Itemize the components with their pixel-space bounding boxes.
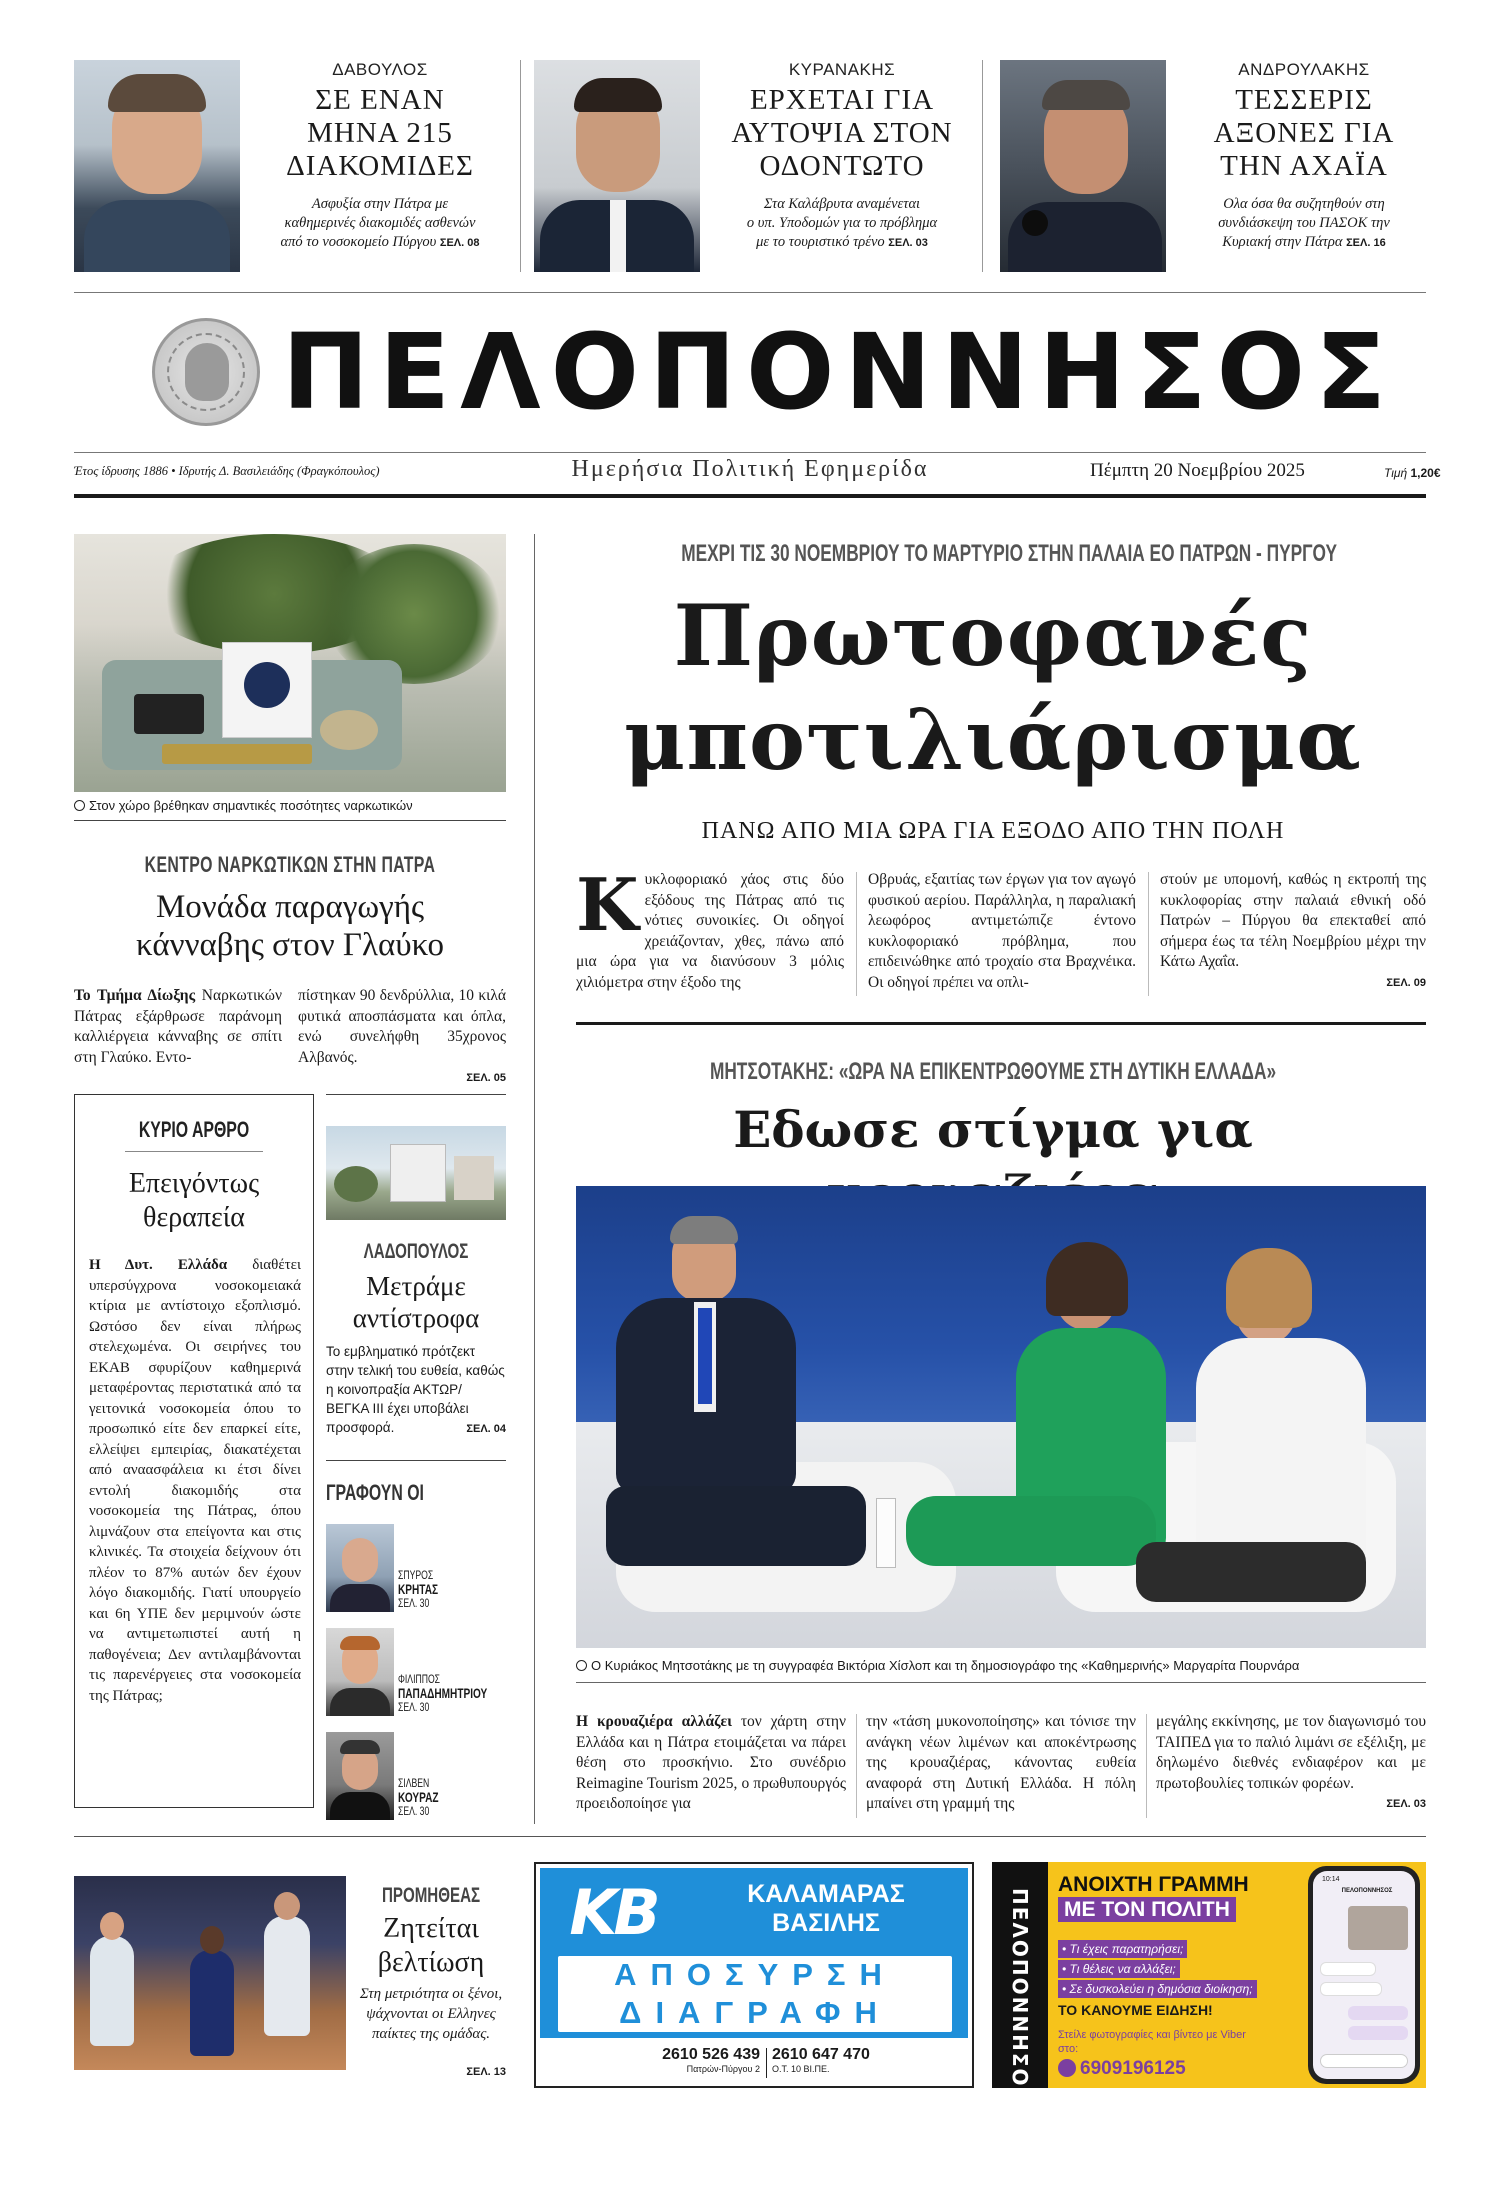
price-label: Τιμή (1384, 466, 1408, 480)
story-summary-line: Ολα όσα θα συζητηθούν στη (1223, 196, 1385, 212)
page-ref: ΣΕΛ. 30 (398, 1700, 430, 1714)
story-title-line[interactable]: ΣΕ ΕΝΑΝ (315, 84, 445, 116)
page-ref: ΣΕΛ. 05 (466, 1072, 506, 1084)
columnist-first-name: ΣΠΥΡΟΣ (398, 1568, 434, 1582)
columnist-first-name: ΦΙΛΙΠΠΟΣ (398, 1672, 441, 1686)
columnist-last-name[interactable]: ΚΡΗΤΑΣ (398, 1581, 439, 1597)
masthead-name[interactable]: ΠΕΛΟΠΟΝΝΗΣΟΣ (282, 311, 1397, 433)
story-summary-line: Στα Καλάβρυτα αναμένεται (763, 196, 921, 212)
story-title-line[interactable]: ΜΗΝΑ 215 (307, 117, 453, 149)
page-ref: ΣΕΛ. 13 (466, 2066, 506, 2078)
androulakis-photo[interactable] (1000, 60, 1166, 272)
ad-name-line: ΒΑΣΙΛΗΣ (772, 1909, 880, 1937)
sports-title-line[interactable]: βελτίωση (377, 1947, 485, 1978)
story-summary-line: με το τουριστικό τρένο (756, 234, 885, 250)
phone-contact: ΠΕΛΟΠΟΝΝΗΣΟΣ (1341, 1888, 1393, 1894)
story-title-line[interactable]: ΤΕΣΣΕΡΙΣ (1235, 84, 1373, 116)
viber-icon (1058, 2059, 1076, 2077)
cannabis-text: πίστηκαν 90 δενδρύλλια, 10 κιλά φυτικά αποσπάσματα και όπλα, ενώ συνελήφθη 35χρονος Αλβανός. (298, 987, 506, 1066)
page-ref: ΣΕΛ. 04 (466, 1423, 506, 1435)
lead-headline-line[interactable]: Πρωτοφανές (673, 586, 1313, 685)
ladopoulos-title-line[interactable]: Μετράμε (366, 1271, 466, 1301)
ad-service-line: ΑΠΟΣΥΡΣΗ (614, 1957, 896, 1992)
ladopoulos-kicker: ΛΑΔΟΠΟΥΛΟΣ (363, 1240, 469, 1263)
story-summary-line: ο υπ. Υποδομών για το πρόβλημα (746, 215, 938, 231)
columnist-last-name[interactable]: ΠΑΠΑΔΗΜΗΤΡΙΟΥ (398, 1685, 488, 1701)
dropcap: Κ (576, 862, 639, 947)
columnist-avatar[interactable] (326, 1732, 394, 1820)
columnists-label: ΓΡΑΦΟΥΝ ΟΙ (326, 1480, 424, 1505)
editorial-box (74, 1094, 314, 1808)
ladopoulos-text: Το εμβληματικό πρότζεκτ στην τελική του ευθεία, καθώς η κοινοπραξία ΑΚΤΩΡ/ ΒΕΓΚΑ ΙΙΙ έχει υποβάλει προσφορά. (326, 1344, 505, 1435)
ad-phone-note: Ο.Τ. 10 ΒΙ.ΠΕ. (772, 2064, 830, 2074)
mitsotakis-lead-in: Η κρουαζιέρα αλλάζει (576, 1713, 732, 1730)
tagline: Ημερήσια Πολιτική Εφημερίδα (571, 456, 929, 482)
ad-phone[interactable]: 2610 526 439 (662, 2046, 760, 2063)
mitsotakis-text: μεγάλης εκκίνησης, με τον διαγωνισμό του ΤΑΙΠΕΔ για το παλιό λιμάνι σε εξέλιξη, με δηλωμένο διεθνές ενδιαφέρον και με πρωτοβουλίες τοπικών φορέων. (1156, 1713, 1426, 1792)
story-title-line[interactable]: ΤΗΝ ΑΧΑΪΑ (1220, 150, 1388, 182)
ladopoulos-title-line[interactable]: αντίστροφα (352, 1303, 480, 1333)
viber-cta: ΤΟ ΚΑΝΟΥΜΕ ΕΙΔΗΣΗ! (1058, 2002, 1213, 2018)
cannabis-title-line[interactable]: Μονάδα παραγωγής (155, 889, 425, 925)
ad-service-line: ΔΙΑΓΡΑΦΗ (619, 1995, 891, 2030)
cannabis-lead-in: Το Τμήμα Δίωξης (74, 987, 196, 1004)
story-summary-line: συνδιάσκεψη του ΠΑΣΟΚ την (1218, 215, 1390, 231)
ad-phone-note: Πατρών-Πύργου 2 (686, 2064, 760, 2074)
columnist-last-name[interactable]: ΚΟΥΡΑΖ (398, 1789, 439, 1805)
editorial-text: διαθέτει υπερσύγχρονα νοσοκομειακά κτίρια με αντίστοιχο εξοπλισμό. Ωστόσο δεν είναι πλήρως στελεχωμένα. Οι σειρήνες του ΕΚΑΒ σφυρίζουν καθημερινά μεταφέροντας περιστατικά από τα γειτονικά νοσοκομεία όπου το προσωπικό είτε δεν επαρκεί είτε, ελλείψει εμπειρίας, διακατέχεται από αναασφάλεια κι έτσι δίνει εντολή διακομιδής στα νοσοκομεία της Πάτρας, όπου λιμνάζουν στα επείγοντα και στις κλινικές. Τα στοιχεία δείχνουν ότι πλέον το 87% αυτών δεν έχουν λόγο διακομιδής. Γιατί υπουργείο και 6η ΥΠΕ δεν μεριμνούν ώστε να αντιμετωπιστεί αυτή η παθογένεια; Δεν αντιλαμβάνονται τις παρενέργειες στα νοσοκομεία της Πάτρας; (89, 1257, 302, 1704)
viber-title-line: ΜΕ ΤΟΝ ΠΟΛΙΤΗ (1058, 1897, 1236, 1922)
founding-info: Έτος ίδρυσης 1886 • Ιδρυτής Δ. Βασιλειάδης (Φραγκόπουλος) (74, 464, 380, 478)
sports-title-line[interactable]: Ζητείται (383, 1913, 479, 1944)
story-title-line[interactable]: ΔΙΑΚΟΜΙΔΕΣ (286, 150, 474, 182)
conference-photo[interactable] (576, 1186, 1426, 1648)
story-summary-line: καθημερινές διακομιδές ασθενών (284, 215, 476, 231)
viber-title-line: ΑΝΟΙΧΤΗ ΓΡΑΜΜΗ (1058, 1873, 1249, 1896)
kb-logo: KB (569, 1876, 657, 1949)
photo-caption: Στον χώρο βρέθηκαν σημαντικές ποσότητες ναρκωτικών (89, 798, 413, 813)
viber-bullet: • Τι έχεις παρατηρήσει; (1058, 1940, 1187, 1958)
story-title-line[interactable]: ΑΥΤΟΨΙΑ ΣΤΟΝ (731, 117, 953, 149)
page-ref: ΣΕΛ. 30 (398, 1804, 430, 1818)
story-summary-line: από το νοσοκομείο Πύργου (280, 234, 437, 250)
lead-headline-line[interactable]: μποτιλιάρισμα (624, 690, 1362, 789)
page-ref: ΣΕΛ. 08 (439, 237, 480, 249)
editorial-lead-in: Η Δυτ. Ελλάδα (89, 1257, 228, 1273)
masthead-rule (74, 494, 1426, 498)
phone-mockup (1308, 1866, 1420, 2084)
viber-ad[interactable] (992, 1862, 1426, 2104)
lead-text: Οβρυάς, εξαιτίας των έργων για τον αγωγό φυσικού αερίου. Παράλληλα, η παραλιακή λεωφόρος αντιμετώπιζε έντονο κυκλοφοριακό πρόβλημα, που επιδεινώθηκε από τροχαίο στα Βραχνέικα. Οι οδηγοί πρέπει να οπλι- (868, 871, 1136, 991)
viber-bullet: • Τι θέλεις να αλλάξει; (1058, 1960, 1180, 1978)
story-title-line[interactable]: ΕΡΧΕΤΑΙ ΓΙΑ (749, 84, 935, 116)
project-render-photo[interactable] (326, 1126, 506, 1220)
story-kicker: ΔΑΒΟΥΛΟΣ (332, 60, 428, 79)
page-ref: ΣΕΛ. 03 (888, 237, 928, 249)
mitsotakis-text: την «τάση μυκονοποίησης» και τόνισε την ανάγκη νέων λιμένων και αποκέντρωσης της κρουαζιέρας, κάνοντας ευθεία αναφορά στη Δυτική Ελλάδα. Η πόλη μπαίνει στη γραμμή της (866, 1713, 1136, 1812)
sports-kicker: ΠΡΟΜΗΘΕΑΣ (381, 1884, 481, 1907)
story-kicker: ΑΝΔΡΟΥΛΑΚΗΣ (1238, 60, 1370, 79)
story-summary-line: Ασφυξία στην Πάτρα με (311, 196, 449, 212)
ad-name-line: ΚΑΛΑΜΑΡΑΣ (747, 1880, 905, 1908)
editorial-title-line[interactable]: Επειγόντως (128, 1168, 260, 1199)
viber-send-text: Στείλε φωτογραφίες και βίντεο με Viber στο: (1058, 2029, 1246, 2055)
kalamaras-ad[interactable] (534, 1862, 974, 2088)
cannabis-kicker: ΚΕΝΤΡΟ ΝΑΡΚΩΤΙΚΩΝ ΣΤΗΝ ΠΑΤΡΑ (144, 852, 436, 877)
drugs-bust-photo[interactable] (74, 534, 506, 792)
page-ref: ΣΕΛ. 03 (1386, 1798, 1426, 1810)
page-ref: ΣΕΛ. 16 (1346, 237, 1386, 249)
issue-date: Πέμπτη 20 Νοεμβρίου 2025 (1090, 460, 1305, 481)
story-title-line[interactable]: ΟΔΟΝΤΩΤΟ (759, 150, 925, 182)
story-kicker: ΚΥΡΑΝΑΚΗΣ (788, 60, 896, 79)
columnist-first-name: ΣΙΛΒΕΝ (398, 1776, 430, 1790)
phone-time: 10:14 (1322, 1876, 1340, 1883)
lead-subhead: ΠΑΝΩ ΑΠΟ ΜΙΑ ΩΡΑ ΓΙΑ ΕΞΟΔΟ ΑΠΟ ΤΗΝ ΠΟΛΗ (701, 818, 1285, 844)
lead-kicker: ΜΕΧΡΙ ΤΙΣ 30 ΝΟΕΜΒΡΙΟΥ ΤΟ ΜΑΡΤΥΡΙΟ ΣΤΗΝ ΠΑΛΑΙΑ ΕΟ ΠΑΤΡΩΝ - ΠΥΡΓΟΥ (681, 540, 1338, 567)
story-title-line[interactable]: ΑΞΟΝΕΣ ΓΙΑ (1213, 117, 1395, 149)
photo-caption: Ο Κυριάκος Μητσοτάκης με τη συγγραφέα Βικτόρια Χίσλοπ και τη δημοσιογράφο της «Καθημερινής» Μαργαρίτα Πουρνάρα (591, 1658, 1300, 1673)
mitsotakis-kicker: ΜΗΤΣΟΤΑΚΗΣ: «ΩΡΑ ΝΑ ΕΠΙΚΕΝΤΡΩΘΟΥΜΕ ΣΤΗ ΔΥΤΙΚΗ ΕΛΛΑΔΑ» (709, 1058, 1277, 1085)
viber-bullet: • Σε δυσκολεύει η δημόσια διοίκηση; (1058, 1980, 1257, 1998)
columnist-avatar[interactable] (326, 1628, 394, 1716)
cannabis-title-line[interactable]: κάνναβης στον Γλαύκο (136, 927, 444, 963)
cannabis-text: Ναρκωτικών Πάτρας εξάρθρωσε παράνομη καλλιέργεια κάνναβης σε σπίτι στη Γλαύκο. Εντο- (74, 987, 283, 1066)
ad-vertical-brand: ΠΕΛΟΠΟΝΝΗΣΟΣ (1008, 1888, 1032, 2104)
story-summary-line: Κυριακή στην Πάτρα (1222, 234, 1343, 250)
viber-number[interactable]: 6909196125 (1080, 2058, 1186, 2079)
lead-text: στούν με υπομονή, καθώς η εκτροπή της κυκλοφορίας στην παλαιά εθνική οδό Πατρών – Πύργου θα επεκταθεί από σήμερα έως τα τέλη Νοεμβρίου μέχρι την Κάτω Αχαΐα. (1160, 871, 1426, 970)
davoulos-photo[interactable] (74, 60, 240, 272)
divider (74, 292, 1426, 293)
page-ref: ΣΕΛ. 30 (398, 1596, 430, 1610)
camera-icon (74, 800, 85, 811)
mitsotakis-headline[interactable]: Εδωσε στίγμα για (733, 1100, 1253, 1159)
ad-phone[interactable]: 2610 647 470 (772, 2046, 870, 2063)
lead-text: υκλοφοριακό χάος στις δύο εξόδους της Πάτρας από τις νότιες συνοικίες. Οι οδηγοί χρειάζονταν, χθες, πάνω από μια ώρα για να διανύσουν 3 μόλις χιλιόμετρα στην έξοδο της (576, 871, 844, 991)
page-ref: ΣΕΛ. 09 (1386, 976, 1426, 989)
mitsotakis-text: τον χάρτη στην Ελλάδα και η Πάτρα ετοιμάζεται να πάρει θέση στο προσκήνιο. Στο συνέδριο Reimagine Tourism 2025, ο πρωθυπουργός προειδοποίησε για (576, 1713, 846, 1812)
editorial-title-line[interactable]: θεραπεία (143, 1202, 245, 1233)
camera-icon (576, 1660, 587, 1671)
columnist-avatar[interactable] (326, 1524, 394, 1612)
sports-text: Στη μετριότητα οι ξένοι, ψάχνονται οι Ελληνες παίκτες της ομάδας. (359, 1986, 503, 2042)
price: 1,20€ (1410, 466, 1441, 480)
masthead-logo-emblem (152, 318, 260, 426)
editorial-label: ΚΥΡΙΟ ΑΡΘΡΟ (138, 1117, 250, 1142)
kyranakis-photo[interactable] (534, 60, 700, 272)
basketball-photo[interactable] (74, 1876, 346, 2070)
